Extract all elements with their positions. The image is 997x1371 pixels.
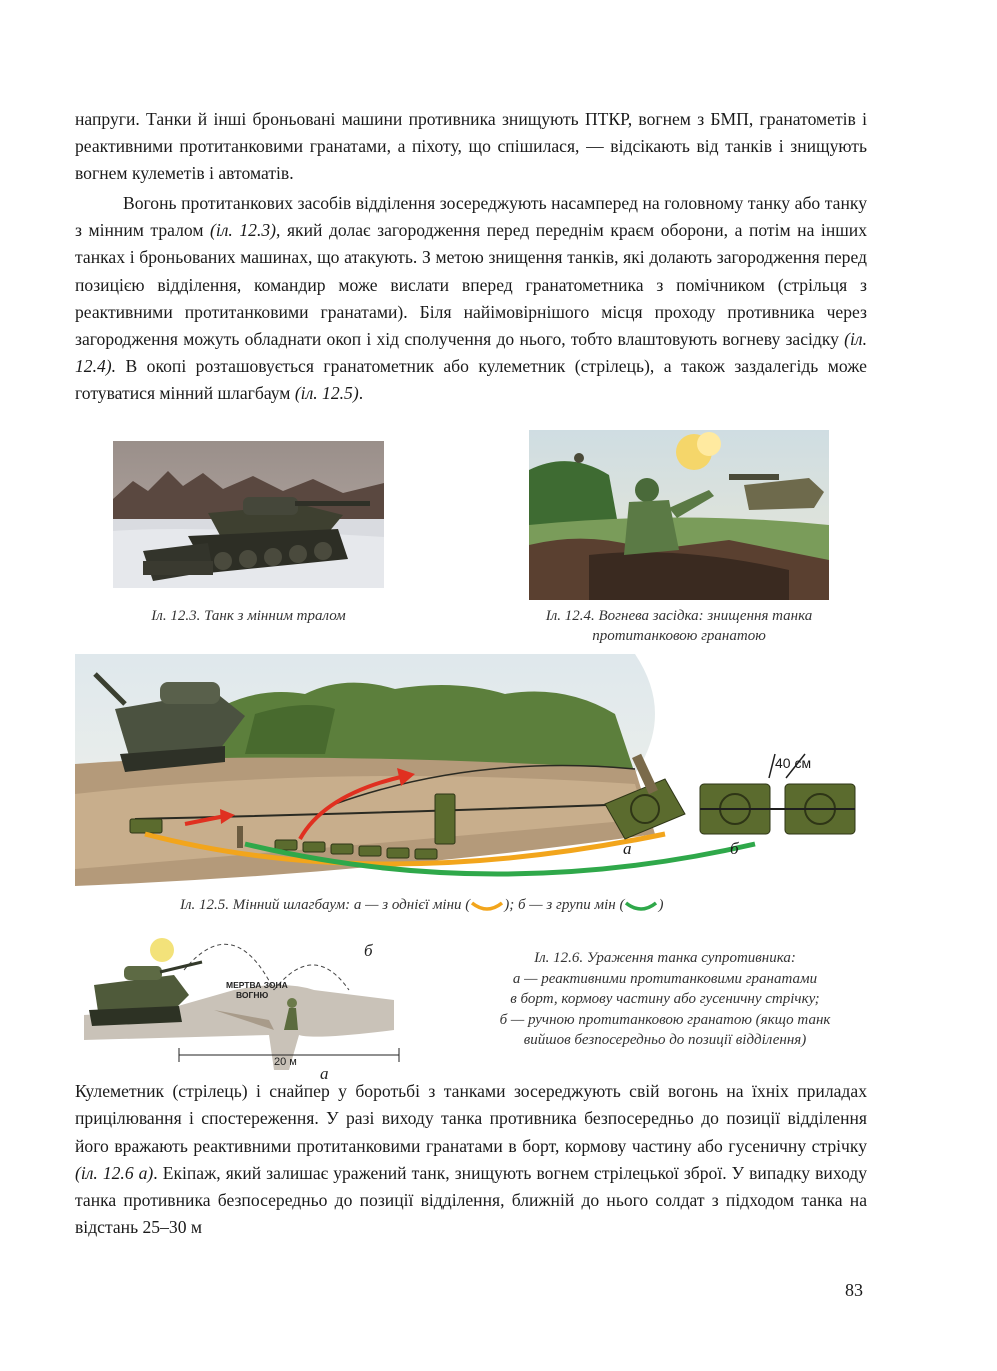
label-b-fig126: б bbox=[364, 941, 373, 960]
label-dead-zone-2: ВОГНЮ bbox=[236, 990, 269, 1000]
caption-fig-12-5-part-c: ) bbox=[658, 897, 664, 913]
fig-12-6-engagement-diagram bbox=[84, 930, 404, 1080]
caption-fig-12-4 bbox=[505, 606, 853, 646]
fig-12-4-ambush-illustration bbox=[529, 430, 829, 600]
para2-text-2: , який долає загородження перед переднім краєм оборони, а потім на інших танках і броньованих машинах, що атакують. З метою знищення танків, які долають загородження перед позицією відділення, командир може вислати вперед гранатометника з помічником (стрільця з реактивними протитанковими гранатами). Біля найімовірнішого місця проходу противника через загородження можуть обладнати окоп і хід сполучення до нього, тобто влаштовують вогневу засідку bbox=[75, 220, 867, 350]
green-arc-icon bbox=[624, 901, 658, 911]
paragraph-antitank-fire bbox=[75, 190, 867, 408]
caption-fig-12-6-line: в борт, кормову частину або гусеничну стрічку; bbox=[510, 991, 820, 1007]
para2-text-1: Вогонь протитанкових засобів відділення зосереджують насамперед на головному танку або танку з мінним тралом bbox=[75, 193, 867, 241]
caption-fig-12-4-line-1: Іл. 12.4. Вогнева засідка: знищення танка bbox=[545, 608, 813, 624]
paragraph-intro: напруги. Танки й інші броньовані машини противника знищують ПТКР, вогнем з БМП, гранатометів і реактивними протитанковими гранатами, а піхоту, що спішилася, — відсікають від танків і знищують вогнем кулеметів і автоматів. bbox=[75, 109, 867, 184]
label-a-fig126: а bbox=[320, 1064, 329, 1080]
caption-fig-12-6-line: вийшов безпосередньо до позиції відділення) bbox=[523, 1032, 807, 1048]
caption-fig-12-5-part-a: Іл. 12.5. Мінний шлагбаум: а — з однієї міни ( bbox=[180, 897, 471, 913]
caption-fig-12-4-line-2: протитанковою гранатою bbox=[592, 628, 766, 644]
page-number: 83 bbox=[845, 1280, 863, 1300]
ref-fig-12-4: (іл. 12.4). bbox=[75, 329, 867, 377]
ref-fig-12-3: (іл. 12.3) bbox=[210, 220, 277, 241]
caption-fig-12-5 bbox=[180, 895, 780, 915]
paragraph-machine-gunner bbox=[75, 1078, 867, 1242]
caption-fig-12-6 bbox=[455, 948, 875, 1051]
para2-text-4: . bbox=[358, 383, 364, 404]
caption-fig-12-6-line: б — ручною протитанковою гранатою (якщо танк bbox=[499, 1011, 831, 1028]
label-20m: 20 м bbox=[274, 1056, 297, 1068]
fig-12-3-tank-photo bbox=[113, 441, 384, 588]
caption-fig-12-6-line: Іл. 12.6. Ураження танка супротивника: bbox=[534, 950, 796, 966]
para3-text-1: Кулеметник (стрілець) і снайпер у боротьбі з танками зосереджують свій вогонь на їхніх приладах прицілювання і спостереження. У разі виходу танка противника безпосередньо до позиції відділення його вражають реактивними протитанковими гранатами в борт, кормову частину або гусеничну стрічку bbox=[75, 1081, 867, 1156]
orange-arc-icon bbox=[470, 901, 504, 911]
caption-fig-12-6-line: а — реактивними протитанковими гранатами bbox=[512, 970, 818, 987]
label-dead-zone-1: МЕРТВА ЗОНА bbox=[226, 980, 288, 990]
caption-fig-12-5-part-b: ); б — з групи мін ( bbox=[504, 897, 625, 913]
label-a: а bbox=[623, 839, 632, 858]
label-40cm: 40 см bbox=[775, 755, 812, 771]
ref-fig-12-6a: (іл. 12.6 а) bbox=[75, 1162, 154, 1183]
caption-fig-12-3: Іл. 12.3. Танк з мінним тралом bbox=[151, 608, 346, 624]
ref-fig-12-5: (іл. 12.5) bbox=[294, 383, 359, 404]
para3-text-2: . Екіпаж, який залишає уражений танк, знищують вогнем стрілецької зброї. У випадку виходу танка противника безпосередньо до позиції відділення, ближній до нього солдат з підходом танка на відстань 25–30 м bbox=[75, 1162, 867, 1238]
fig-12-5-mine-barrier bbox=[75, 654, 868, 886]
label-b: б bbox=[730, 839, 739, 858]
para2-text-3: В окопі розташовується гранатометник або кулеметник (стрілець), а також заздалегідь може готуватися мінний шлагбаум bbox=[75, 356, 867, 404]
